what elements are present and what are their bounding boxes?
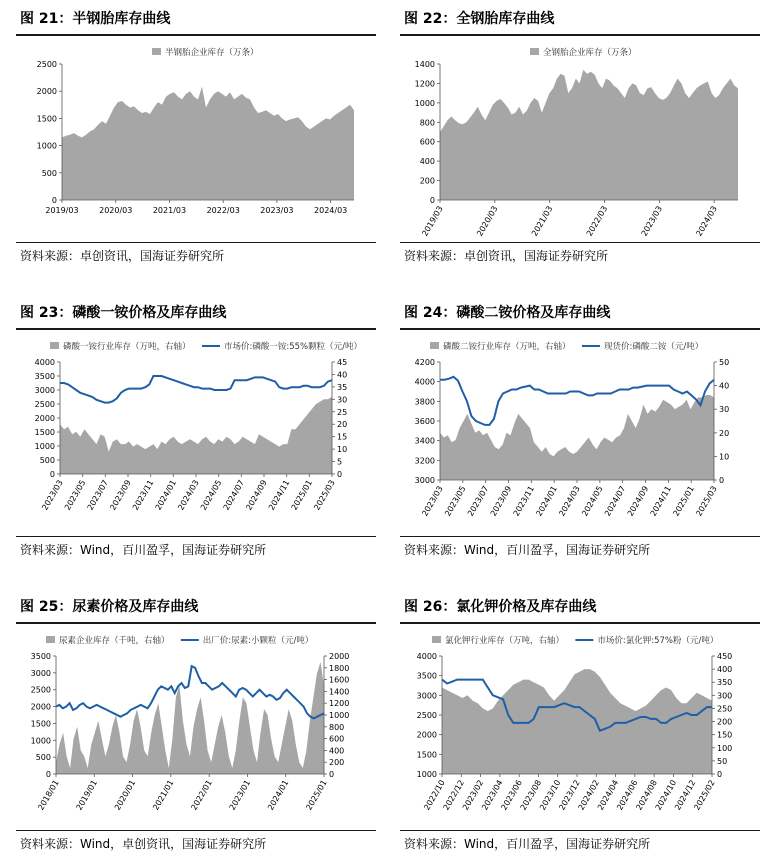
title-rule [16, 34, 376, 36]
left-tick-label: 2000 [416, 730, 437, 740]
chart-canvas [16, 332, 376, 532]
left-tick-label: 1000 [36, 141, 57, 151]
legend-swatch-area [432, 636, 441, 643]
right-tick-label: 50 [719, 358, 730, 367]
x-tick-label: 2023/11 [511, 484, 537, 518]
right-tick-label: 1400 [329, 687, 350, 697]
x-tick-label: 2024/03 [557, 484, 582, 518]
left-tick-label: 1000 [30, 736, 51, 746]
right-tick-label: 0 [337, 470, 343, 479]
left-tick-label: 0 [49, 470, 55, 479]
x-tick-label: 2025/03 [312, 478, 337, 512]
left-tick-label: 3000 [414, 476, 435, 485]
right-tick-label: 20 [719, 428, 730, 438]
x-tick-label: 2023/12 [557, 778, 582, 812]
left-tick-label: 1500 [36, 114, 57, 124]
left-tick-label: 3000 [34, 386, 55, 395]
x-tick-label: 2023/09 [108, 478, 133, 512]
right-tick-label: 0 [719, 476, 725, 485]
x-tick-label: 2023/04 [480, 778, 505, 812]
x-tick-label: 2024/01 [534, 484, 559, 518]
left-tick-label: 4000 [34, 358, 55, 367]
x-tick-label: 2024/01 [266, 778, 291, 812]
left-tick-label: 3800 [414, 397, 435, 407]
x-tick-label: 2025/01 [289, 478, 315, 512]
chart-title: 图 22：全钢胎库存曲线 [404, 11, 555, 27]
left-tick-label: 4000 [416, 652, 437, 661]
left-tick-label: 3500 [30, 652, 51, 661]
title-rule [16, 328, 376, 330]
source-rule [400, 242, 760, 243]
left-tick-label: 0 [45, 770, 51, 779]
left-tick-label: 3600 [414, 417, 435, 426]
left-tick-label: 0 [51, 196, 57, 205]
left-tick-label: 1200 [414, 79, 435, 89]
right-tick-label: 30 [337, 395, 348, 405]
chart-title: 图 21：半钢胎库存曲线 [20, 11, 171, 27]
area-series [62, 87, 354, 200]
chart-canvas [16, 626, 376, 826]
x-tick-label: 2023/03 [260, 206, 294, 215]
x-tick-label: 2024/05 [198, 478, 224, 512]
title-rule [16, 622, 376, 624]
x-tick-label: 2021/03 [152, 206, 187, 215]
x-tick-label: 2025/02 [692, 778, 717, 812]
x-tick-label: 2022/10 [422, 778, 447, 812]
left-tick-label: 4200 [414, 358, 435, 367]
x-tick-label: 2021/03 [529, 204, 555, 238]
chart-canvas [400, 38, 760, 238]
x-tick-label: 2019/03 [45, 206, 79, 215]
x-tick-label: 2024/06 [615, 778, 640, 812]
chart-panel-21 [16, 8, 376, 270]
right-tick-label: 150 [717, 730, 733, 740]
right-tick-label: 10 [719, 452, 730, 462]
left-tick-label: 1000 [414, 98, 435, 108]
left-tick-label: 500 [35, 753, 51, 763]
right-tick-label: 35 [337, 382, 348, 392]
title-rule [400, 328, 760, 330]
legend-label: 现货价:磷酸二铵（元/吨） [604, 342, 704, 352]
x-tick-label: 2023/03 [420, 484, 445, 518]
left-tick-label: 2500 [416, 711, 437, 720]
x-tick-label: 2020/03 [99, 206, 133, 215]
x-tick-label: 2023/08 [518, 778, 544, 812]
right-tick-label: 10 [337, 445, 348, 455]
x-tick-label: 2024/01 [153, 478, 179, 512]
x-tick-label: 2023/03 [639, 204, 665, 238]
legend-label: 磷酸二铵行业库存（万吨，右轴） [443, 342, 571, 352]
right-tick-label: 45 [337, 358, 348, 367]
x-tick-label: 2023/10 [538, 778, 563, 812]
source-rule [16, 242, 376, 243]
source-rule [400, 536, 760, 537]
x-tick-label: 2023/05 [443, 484, 468, 518]
left-tick-label: 3200 [414, 456, 435, 466]
chart-title: 图 26：氯化钾价格及库存曲线 [404, 599, 597, 615]
x-tick-label: 2023/07 [85, 478, 111, 512]
x-tick-label: 2024/11 [266, 478, 292, 512]
chart-canvas [16, 38, 376, 238]
left-tick-label: 2000 [36, 87, 57, 97]
right-tick-label: 400 [329, 746, 345, 756]
x-tick-label: 2022/01 [189, 778, 214, 812]
area-series [440, 395, 714, 480]
x-tick-label: 2022/12 [441, 778, 467, 812]
left-tick-label: 1500 [30, 719, 51, 729]
right-tick-label: 800 [329, 722, 345, 732]
right-tick-label: 450 [717, 652, 733, 661]
x-tick-label: 2025/01 [304, 778, 329, 812]
area-series [440, 70, 738, 200]
right-tick-label: 40 [337, 370, 348, 380]
right-tick-label: 200 [329, 758, 345, 768]
x-tick-label: 2023/01 [227, 778, 253, 812]
source-note: 资料来源：Wind，百川盈孚，国海证券研究所 [404, 837, 651, 851]
left-tick-label: 4000 [414, 377, 435, 387]
source-note: 资料来源：卓创资讯，国海证券研究所 [20, 249, 225, 263]
left-tick-label: 2500 [30, 685, 51, 695]
left-tick-label: 2500 [34, 400, 55, 409]
right-tick-label: 20 [337, 420, 348, 430]
right-tick-label: 200 [717, 717, 733, 727]
x-tick-label: 2024/08 [634, 778, 659, 812]
legend-label: 市场价:氯化钾:57%粉（元/吨） [597, 636, 719, 646]
source-rule [400, 830, 760, 831]
chart-panel-26 [400, 596, 760, 858]
x-tick-label: 2021/01 [151, 778, 176, 812]
chart-title: 图 25：尿素价格及库存曲线 [20, 599, 199, 615]
legend-swatch-area [152, 48, 161, 55]
x-tick-label: 2024/09 [244, 478, 269, 512]
right-tick-label: 40 [719, 381, 730, 391]
right-tick-label: 30 [719, 405, 730, 415]
left-tick-label: 200 [419, 176, 435, 186]
area-series [442, 669, 712, 774]
x-tick-label: 2023/11 [130, 478, 156, 512]
right-tick-label: 2000 [329, 652, 350, 661]
x-tick-label: 2020/03 [475, 204, 500, 238]
x-tick-label: 2024/11 [648, 484, 674, 518]
chart-title: 图 24：磷酸二铵价格及库存曲线 [404, 305, 611, 321]
right-tick-label: 50 [717, 756, 728, 766]
x-tick-label: 2019/01 [74, 778, 100, 812]
left-tick-label: 3500 [416, 671, 437, 681]
right-tick-label: 0 [717, 770, 723, 779]
line-series [56, 666, 324, 718]
x-tick-label: 2024/05 [580, 484, 605, 518]
legend-swatch-area [530, 48, 539, 55]
legend-swatch-area [50, 342, 59, 349]
left-tick-label: 1000 [416, 770, 437, 779]
x-tick-label: 2020/01 [112, 778, 138, 812]
left-tick-label: 1000 [34, 442, 55, 451]
chart-panel-24 [400, 302, 760, 564]
legend-label: 磷酸一铵行业库存（万吨，右轴） [63, 342, 191, 352]
x-tick-label: 2025/03 [694, 484, 719, 518]
chart-title: 图 23：磷酸一铵价格及库存曲线 [20, 305, 227, 321]
x-tick-label: 2023/09 [488, 484, 514, 518]
chart-panel-22 [400, 8, 760, 270]
chart-panel-25 [16, 596, 376, 858]
left-tick-label: 2000 [34, 414, 55, 423]
x-tick-label: 2022/03 [584, 204, 610, 238]
line-series [60, 376, 332, 403]
left-tick-label: 2500 [36, 60, 57, 69]
left-tick-label: 0 [429, 196, 435, 205]
right-tick-label: 400 [717, 665, 733, 675]
x-tick-label: 2024/03 [694, 204, 719, 238]
title-rule [400, 34, 760, 36]
right-tick-label: 1600 [329, 675, 350, 685]
left-tick-label: 1500 [416, 750, 437, 760]
right-tick-label: 5 [337, 457, 343, 467]
left-tick-label: 3000 [416, 691, 437, 701]
x-tick-label: 2024/02 [576, 778, 602, 812]
source-note: 资料来源：卓创资讯，国海证券研究所 [404, 249, 609, 263]
right-tick-label: 1200 [329, 699, 350, 709]
left-tick-label: 3500 [34, 372, 55, 381]
x-tick-label: 2023/02 [460, 778, 486, 812]
right-tick-label: 15 [337, 432, 348, 442]
right-tick-label: 25 [337, 407, 348, 417]
left-tick-label: 500 [41, 168, 57, 178]
title-rule [400, 622, 760, 624]
right-tick-label: 100 [717, 743, 733, 753]
x-tick-label: 2024/07 [602, 484, 628, 518]
left-tick-label: 600 [419, 137, 435, 147]
area-series [60, 397, 332, 474]
x-tick-label: 2023/05 [62, 478, 88, 512]
x-tick-label: 2024/03 [314, 206, 348, 215]
legend-label: 尿素企业库存（千吨，右轴） [59, 636, 170, 646]
x-tick-label: 2024/09 [625, 484, 651, 518]
right-tick-label: 0 [329, 770, 335, 779]
right-tick-label: 300 [717, 691, 733, 701]
x-tick-label: 2024/10 [653, 778, 679, 812]
x-tick-label: 2025/01 [671, 484, 696, 518]
chart-canvas [400, 626, 760, 826]
right-tick-label: 600 [329, 734, 345, 744]
left-tick-label: 1400 [414, 60, 435, 69]
source-rule [16, 536, 376, 537]
right-tick-label: 250 [717, 704, 733, 714]
legend-label: 市场价:磷酸一铵:55%颗粒（元/吨） [224, 342, 362, 352]
x-tick-label: 2024/07 [221, 478, 247, 512]
legend-label: 氯化钾行业库存（万吨，右轴） [445, 636, 565, 646]
source-note: 资料来源：Wind，百川盈孚，国海证券研究所 [404, 543, 651, 557]
left-tick-label: 3000 [30, 668, 51, 678]
x-tick-label: 2018/01 [36, 778, 61, 812]
source-note: 资料来源：Wind，卓创资讯，国海证券研究所 [20, 837, 267, 851]
left-tick-label: 3400 [414, 436, 435, 446]
x-tick-label: 2019/03 [420, 204, 445, 238]
legend-swatch-area [46, 636, 55, 643]
left-tick-label: 800 [419, 118, 435, 128]
right-tick-label: 1800 [329, 663, 350, 673]
source-note: 资料来源：Wind，百川盈孚，国海证券研究所 [20, 543, 267, 557]
x-tick-label: 2024/04 [595, 778, 621, 812]
x-tick-label: 2023/03 [40, 478, 65, 512]
left-tick-label: 1500 [34, 428, 55, 437]
legend-label: 出厂价:尿素:小颗粒（元/吨） [202, 636, 314, 646]
legend-label: 全钢胎企业库存（万条） [543, 48, 637, 58]
source-rule [16, 830, 376, 831]
chart-canvas [400, 332, 760, 532]
left-tick-label: 400 [419, 157, 435, 167]
legend-swatch-area [430, 342, 439, 349]
x-tick-label: 2022/03 [206, 206, 240, 215]
x-tick-label: 2024/12 [673, 778, 698, 812]
x-tick-label: 2023/07 [465, 484, 491, 518]
legend-label: 半钢胎企业库存（万条） [165, 48, 259, 58]
left-tick-label: 500 [39, 456, 55, 465]
x-tick-label: 2023/06 [499, 778, 524, 812]
x-tick-label: 2024/03 [176, 478, 201, 512]
right-tick-label: 1000 [329, 711, 350, 720]
left-tick-label: 2000 [30, 702, 51, 712]
chart-panel-23 [16, 302, 376, 564]
right-tick-label: 350 [717, 678, 733, 688]
